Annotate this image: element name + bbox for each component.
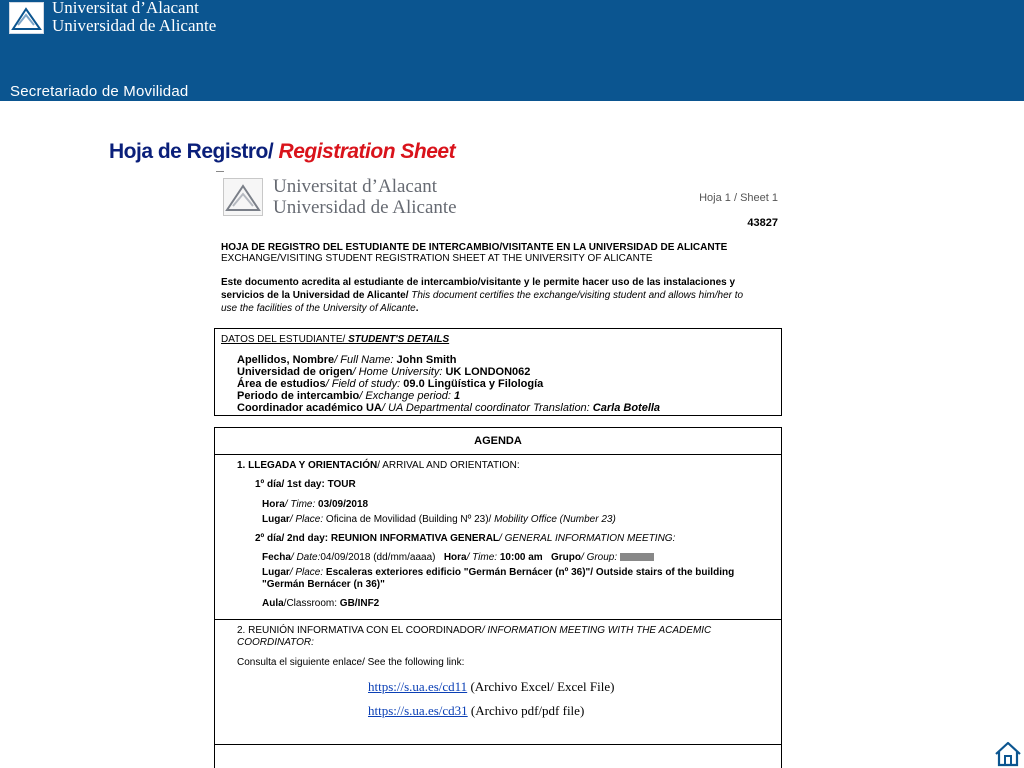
day2-title-es: 2º día/ 2nd day: REUNION INFORMATIVA GENERAL <box>255 533 500 544</box>
intro-line3-text: use the facilities of the University of Alicante <box>221 303 416 314</box>
university-logo <box>9 2 44 34</box>
intro-line2-es: servicios de la Universidad de Alicante/ <box>221 290 412 301</box>
classroom-label: Aula <box>262 598 284 609</box>
excel-file-link[interactable]: https://s.ua.es/cd11 <box>368 679 468 694</box>
student-section-en: STUDENT'S DETAILS <box>348 334 450 345</box>
university-name <box>52 0 216 35</box>
classroom-row <box>262 598 379 610</box>
day1-time-value: 03/09/2018 <box>318 499 369 510</box>
exchange-period-row <box>237 390 460 402</box>
full-name-value: John Smith <box>396 354 457 366</box>
day2-place-value2: "Germán Bernácer (n 36)" <box>262 579 385 590</box>
day2-title <box>255 533 675 545</box>
page-title-en: Registration Sheet <box>278 140 456 163</box>
home-university-value: UK LONDON062 <box>445 366 531 378</box>
document-university-line1: Universitat d’Alacant <box>273 176 438 197</box>
link1-row <box>368 678 614 696</box>
exchange-period-label-en: / Exchange period: <box>359 390 455 402</box>
registration-document <box>214 172 782 768</box>
coordinator-value: Carla Botella <box>592 402 661 414</box>
day2-hour-label: Hora <box>443 552 467 563</box>
day2-group-label-en: / Group: <box>581 552 620 563</box>
agenda-box <box>214 427 782 768</box>
agenda-title: AGENDA <box>215 428 781 455</box>
field-of-study-row <box>237 378 543 390</box>
home-university-row <box>237 366 530 378</box>
day2-date-value: 04/09/2018 <box>320 552 371 563</box>
day1-place-label: Lugar <box>262 514 290 525</box>
coordinator-row <box>237 402 660 414</box>
field-of-study-label: Área de estudios <box>237 378 326 390</box>
agenda-separator <box>215 619 781 620</box>
coordinator-meeting-en2: COORDINATOR: <box>237 637 314 648</box>
heading-en: EXCHANGE/VISITING STUDENT REGISTRATION SHEET AT THE UNIVERSITY OF ALICANTE <box>221 253 653 264</box>
intro-end: . <box>415 303 419 314</box>
coordinator-label: Coordinador académico UA <box>237 402 382 414</box>
redacted-group <box>620 553 654 561</box>
day2-group-label: Grupo <box>551 552 582 563</box>
student-section-title <box>221 334 449 346</box>
classroom-value: GB/INF2 <box>339 598 380 609</box>
excel-file-description: (Archivo Excel/ Excel File) <box>467 679 615 694</box>
day2-date-label: Fecha <box>262 552 291 563</box>
day2-hour-value: 10:00 am <box>499 552 543 563</box>
coordinator-meeting-en: / INFORMATION MEETING WITH THE ACADEMIC <box>481 625 712 636</box>
full-name-row <box>237 354 456 366</box>
day1-place-row <box>262 514 616 526</box>
page-title <box>109 140 455 164</box>
student-details-box <box>214 328 782 416</box>
day2-place-label: Lugar <box>262 567 290 578</box>
section-title: Secretariado de Movilidad <box>10 83 189 100</box>
exchange-period-label: Periodo de intercambio <box>237 390 360 402</box>
classroom-label-en: /Classroom: <box>283 598 340 609</box>
day1-time-label: Hora <box>262 499 285 510</box>
header-bar <box>0 0 1024 101</box>
coordinator-meeting-title <box>237 625 711 637</box>
day1-place-value: Oficina de Movilidad (Building Nº 23)/ <box>325 514 495 525</box>
intro-line3 <box>221 303 419 315</box>
intro-line2-en: This document certifies the exchange/visiting student and allows him/her to <box>411 290 744 301</box>
field-of-study-value: 09.0 Lingüística y Filología <box>403 378 544 390</box>
arrival-section-en: / ARRIVAL AND ORIENTATION: <box>377 460 520 471</box>
full-name-label: Apellidos, Nombre <box>237 354 335 366</box>
home-university-label: Universidad de origen <box>237 366 353 378</box>
day2-title-en: / GENERAL INFORMATION MEETING: <box>499 533 676 544</box>
coordinator-meeting-es: 2. REUNIÓN INFORMATIVA CON EL COORDINADOR <box>237 625 482 636</box>
student-section-es: DATOS DEL ESTUDIANTE/ <box>221 334 349 345</box>
exchange-period-value: 1 <box>454 390 461 402</box>
arrival-section-title <box>237 460 520 472</box>
home-university-label-en: / Home University: <box>352 366 446 378</box>
link2-row <box>368 702 584 720</box>
agenda-bottom-separator <box>215 744 781 745</box>
coordinator-label-en: / UA Departmental coordinator Translation: <box>381 402 593 414</box>
heading-es: HOJA DE REGISTRO DEL ESTUDIANTE DE INTERCAMBIO/VISITANTE EN LA UNIVERSIDAD DE ALICANTE <box>221 242 728 253</box>
day1-time-label-en: / Time: <box>284 499 319 510</box>
intro-line2 <box>221 290 743 302</box>
day1-title: 1º día/ 1st day: TOUR <box>255 479 356 490</box>
field-of-study-label-en: / Field of study: <box>325 378 404 390</box>
pdf-file-description: (Archivo pdf/pdf file) <box>467 703 585 718</box>
sheet-indicator: Hoja 1 / Sheet 1 <box>699 192 778 204</box>
pdf-file-link[interactable]: https://s.ua.es/cd31 <box>368 703 468 718</box>
day2-place-label-en: / Place: <box>289 567 326 578</box>
arrival-section-es: 1. LLEGADA Y ORIENTACIÓN <box>237 460 378 471</box>
day2-place-value1: Escaleras exteriores edificio "Germán Bernácer (nº 36)"/ Outside stairs of the building <box>325 567 735 578</box>
university-name-line1: Universitat d’Alacant <box>52 0 199 17</box>
document-university-name <box>273 176 457 218</box>
day2-hour-label-en: / Time: <box>466 552 500 563</box>
day2-date-format: (dd/mm/aaaa) <box>370 552 436 563</box>
consult-link-text: Consulta el siguiente enlace/ See the following link: <box>237 657 465 668</box>
day2-place-row <box>262 567 734 579</box>
intro-line1: Este documento acredita al estudiante de intercambio/visitante y le permite hacer uso de las instalaciones y <box>221 277 736 288</box>
document-logo <box>223 178 263 216</box>
home-icon[interactable] <box>994 741 1022 767</box>
day1-place-value-en: Mobility Office (Number 23) <box>494 514 616 525</box>
day1-time-row <box>262 499 368 511</box>
page-title-es: Hoja de Registro/ <box>109 140 279 163</box>
full-name-label-en: / Full Name: <box>334 354 397 366</box>
day2-date-row <box>262 552 654 564</box>
day2-date-label-en: / Date: <box>290 552 321 563</box>
day1-place-label-en: / Place: <box>289 514 326 525</box>
university-name-line2: Universidad de Alicante <box>52 16 217 35</box>
document-university-line2: Universidad de Alicante <box>273 197 457 218</box>
registration-number: 43827 <box>747 217 778 229</box>
